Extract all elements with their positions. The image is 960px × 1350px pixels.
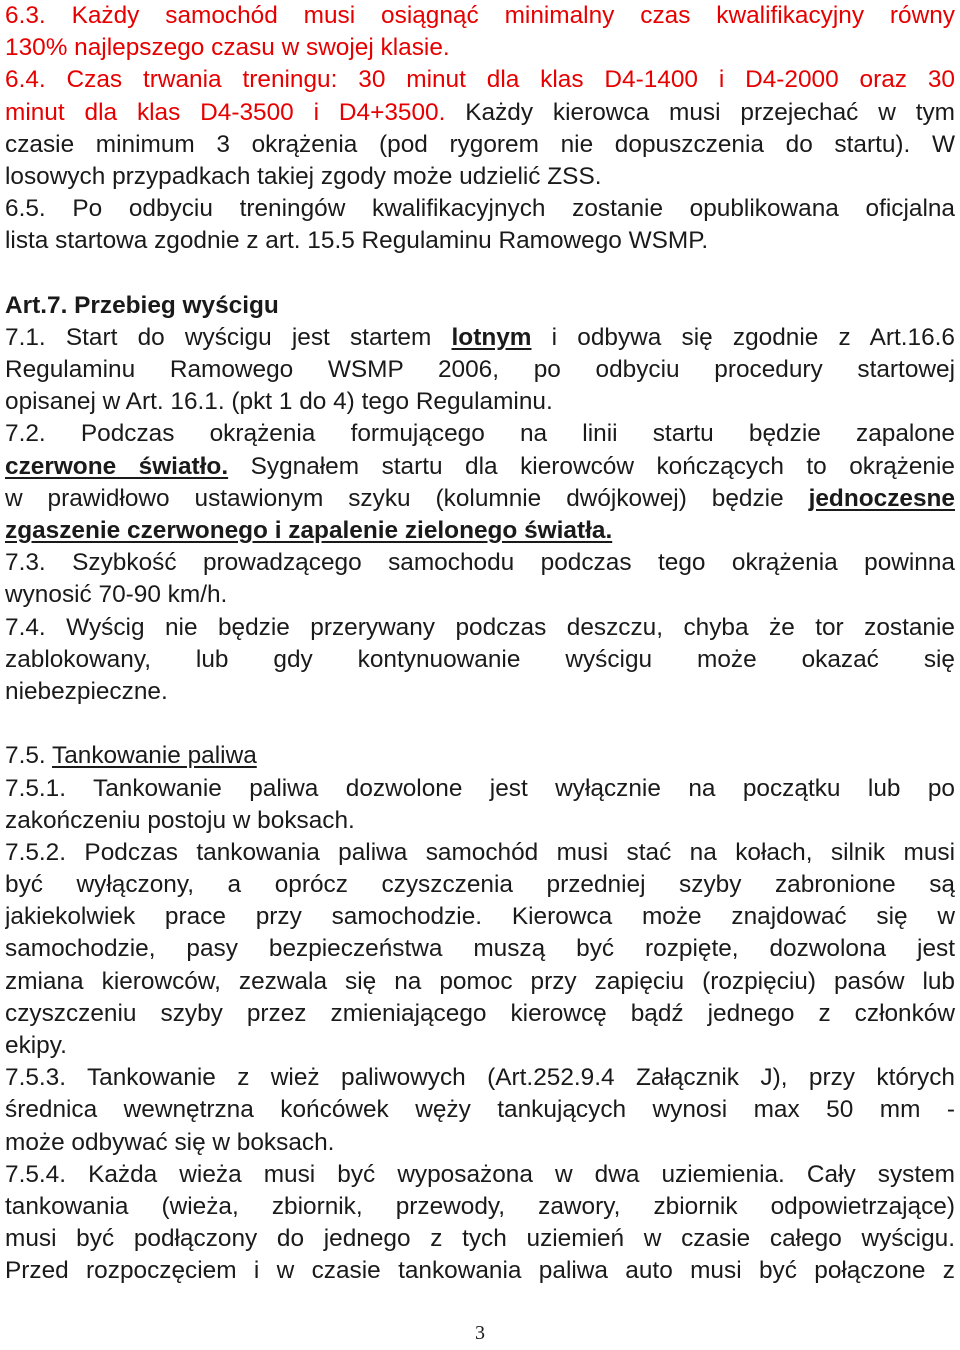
section-7-2-text-b: w prawidłowo ustawionym szyku (kolumnie dwójkowej) będzie [5, 484, 809, 512]
article-7-heading: Art.7. Przebieg wyścigu [5, 291, 279, 319]
document-body [5, 0, 955, 1288]
section-7-2-line-4 [5, 515, 955, 547]
section-7-2-line-3 [5, 483, 955, 515]
red-light-emphasis: czerwone światło. [5, 452, 229, 480]
section-6-5-line-2: lista startowa zgodnie z art. 15.5 Regulaminu Ramowego WSMP. [5, 227, 709, 255]
section-7-4-line-3: niebezpieczne. [5, 677, 168, 705]
section-7-3-line-2: wynosić 70-90 km/h. [5, 581, 228, 609]
section-7-2-line-2 [5, 451, 955, 483]
section-7-5-4-line-3: musi być podłączony do jednego z tych uziemień w czasie całego wyścigu. [5, 1225, 955, 1253]
section-7-4-line-1: 7.4. Wyścig nie będzie przerywany podczas deszczu, chyba że tor zostanie [5, 613, 955, 641]
green-light-emphasis: zgaszenie czerwonego i zapalenie zielonego światła. [5, 517, 613, 544]
section-6-3-line-2: 130% najlepszego czasu w swojej klasie. [5, 34, 450, 62]
section-6-4-text: Każdy kierowca musi przejechać w tym [445, 98, 955, 126]
fuel-heading: Tankowanie paliwa [52, 742, 257, 770]
lotnym-emphasis: lotnym [451, 323, 532, 351]
section-7-5-3-line-3: może odbywać się w boksach. [5, 1128, 335, 1156]
section-6-4-line-3: czasie minimum 3 okrążenia (pod rygorem nie dopuszczenia do startu). W [5, 130, 955, 158]
page-number: 3 [475, 1322, 485, 1344]
section-7-4-line-2: zablokowany, lub gdy kontynuowanie wyścigu może okazać się [5, 645, 955, 673]
section-7-1-text-c: i odbywa się zgodnie z Art.16.6 [531, 323, 955, 351]
section-6-4-line-1: 6.4. Czas trwania treningu: 30 minut dla klas D4-1400 i D4-2000 oraz 30 [5, 66, 955, 94]
section-7-5-1-line-1: 7.5.1. Tankowanie paliwa dozwolone jest wyłącznie na początku lub po [5, 774, 955, 802]
section-7-1-line-2: Regulaminu Ramowego WSMP 2006, po odbyciu procedury startowej [5, 356, 955, 384]
spacer [5, 258, 955, 290]
section-7-5-2-line-5: zmiana kierowców, zezwala się na pomoc przy zapięciu (rozpięciu) pasów lub [5, 967, 955, 995]
section-7-5-2-line-6: czyszczeniu szyby przez zmieniającego kierowcę bądź jednego z członków [5, 999, 955, 1027]
section-7-1-text-a: 7.1. Start do wyścigu jest startem [5, 323, 452, 351]
simultaneous-emphasis: jednoczesne [808, 484, 955, 512]
section-7-5-2-line-7: ekipy. [5, 1032, 67, 1059]
section-7-1-line-1 [5, 322, 955, 354]
section-7-5-4-line-4: Przed rozpoczęciem i w czasie tankowania paliwa auto musi być połączone z [5, 1257, 955, 1285]
section-7-5-1-line-2: zakończeniu postoju w boksach. [5, 806, 355, 834]
section-7-1-line-3: opisanej w Art. 16.1. (pkt 1 do 4) tego Regulaminu. [5, 388, 553, 416]
section-6-5-line-1: 6.5. Po odbyciu treningów kwalifikacyjnych zostanie opublikowana oficjalna [5, 195, 955, 223]
section-7-5-4-line-2: tankowania (wieża, zbiornik, przewody, zawory, zbiornik odpowietrzające) [5, 1192, 955, 1220]
section-7-5-3-line-1: 7.5.3. Tankowanie z wież paliwowych (Art.252.9.4 Załącznik J), przy których [5, 1064, 955, 1092]
spacer [5, 708, 955, 740]
section-6-4-line-4: losowych przypadkach takiej zgody może udzielić ZSS. [5, 162, 602, 190]
section-7-5-4-line-1: 7.5.4. Każda wieża musi być wyposażona w dwa uziemienia. Cały system [5, 1160, 955, 1188]
section-6-3-line-1: 6.3. Każdy samochód musi osiągnąć minimalny czas kwalifikacyjny równy [5, 2, 955, 29]
section-6-4-red-text: minut dla klas D4-3500 i D4+3500. [5, 98, 446, 126]
section-7-5-2-line-2: być wyłączony, a oprócz czyszczenia przedniej szyby zabronione są [5, 871, 955, 899]
section-6-4-line-2 [5, 97, 955, 129]
section-7-5-3-line-2: średnica wewnętrzna końcówek węży tankujących wynosi max 50 mm - [5, 1096, 955, 1124]
section-7-5-2-line-3: jakiekolwiek prace przy samochodzie. Kierowca może znajdować się w [5, 903, 955, 931]
section-7-5-2-line-4: samochodzie, pasy bezpieczeństwa muszą być rozpięte, dozwolona jest [5, 935, 955, 963]
section-7-5-number: 7.5. [5, 742, 53, 770]
section-7-2-text: Sygnałem startu dla kierowców kończących to okrążenie [228, 452, 955, 480]
section-7-5-2-line-1: 7.5.2. Podczas tankowania paliwa samochód musi stać na kołach, silnik musi [5, 838, 955, 866]
section-7-2-line-1: 7.2. Podczas okrążenia formującego na linii startu będzie zapalone [5, 420, 955, 448]
section-7-5-heading [5, 740, 955, 772]
section-7-3-line-1: 7.3. Szybkość prowadzącego samochodu podczas tego okrążenia powinna [5, 549, 955, 577]
